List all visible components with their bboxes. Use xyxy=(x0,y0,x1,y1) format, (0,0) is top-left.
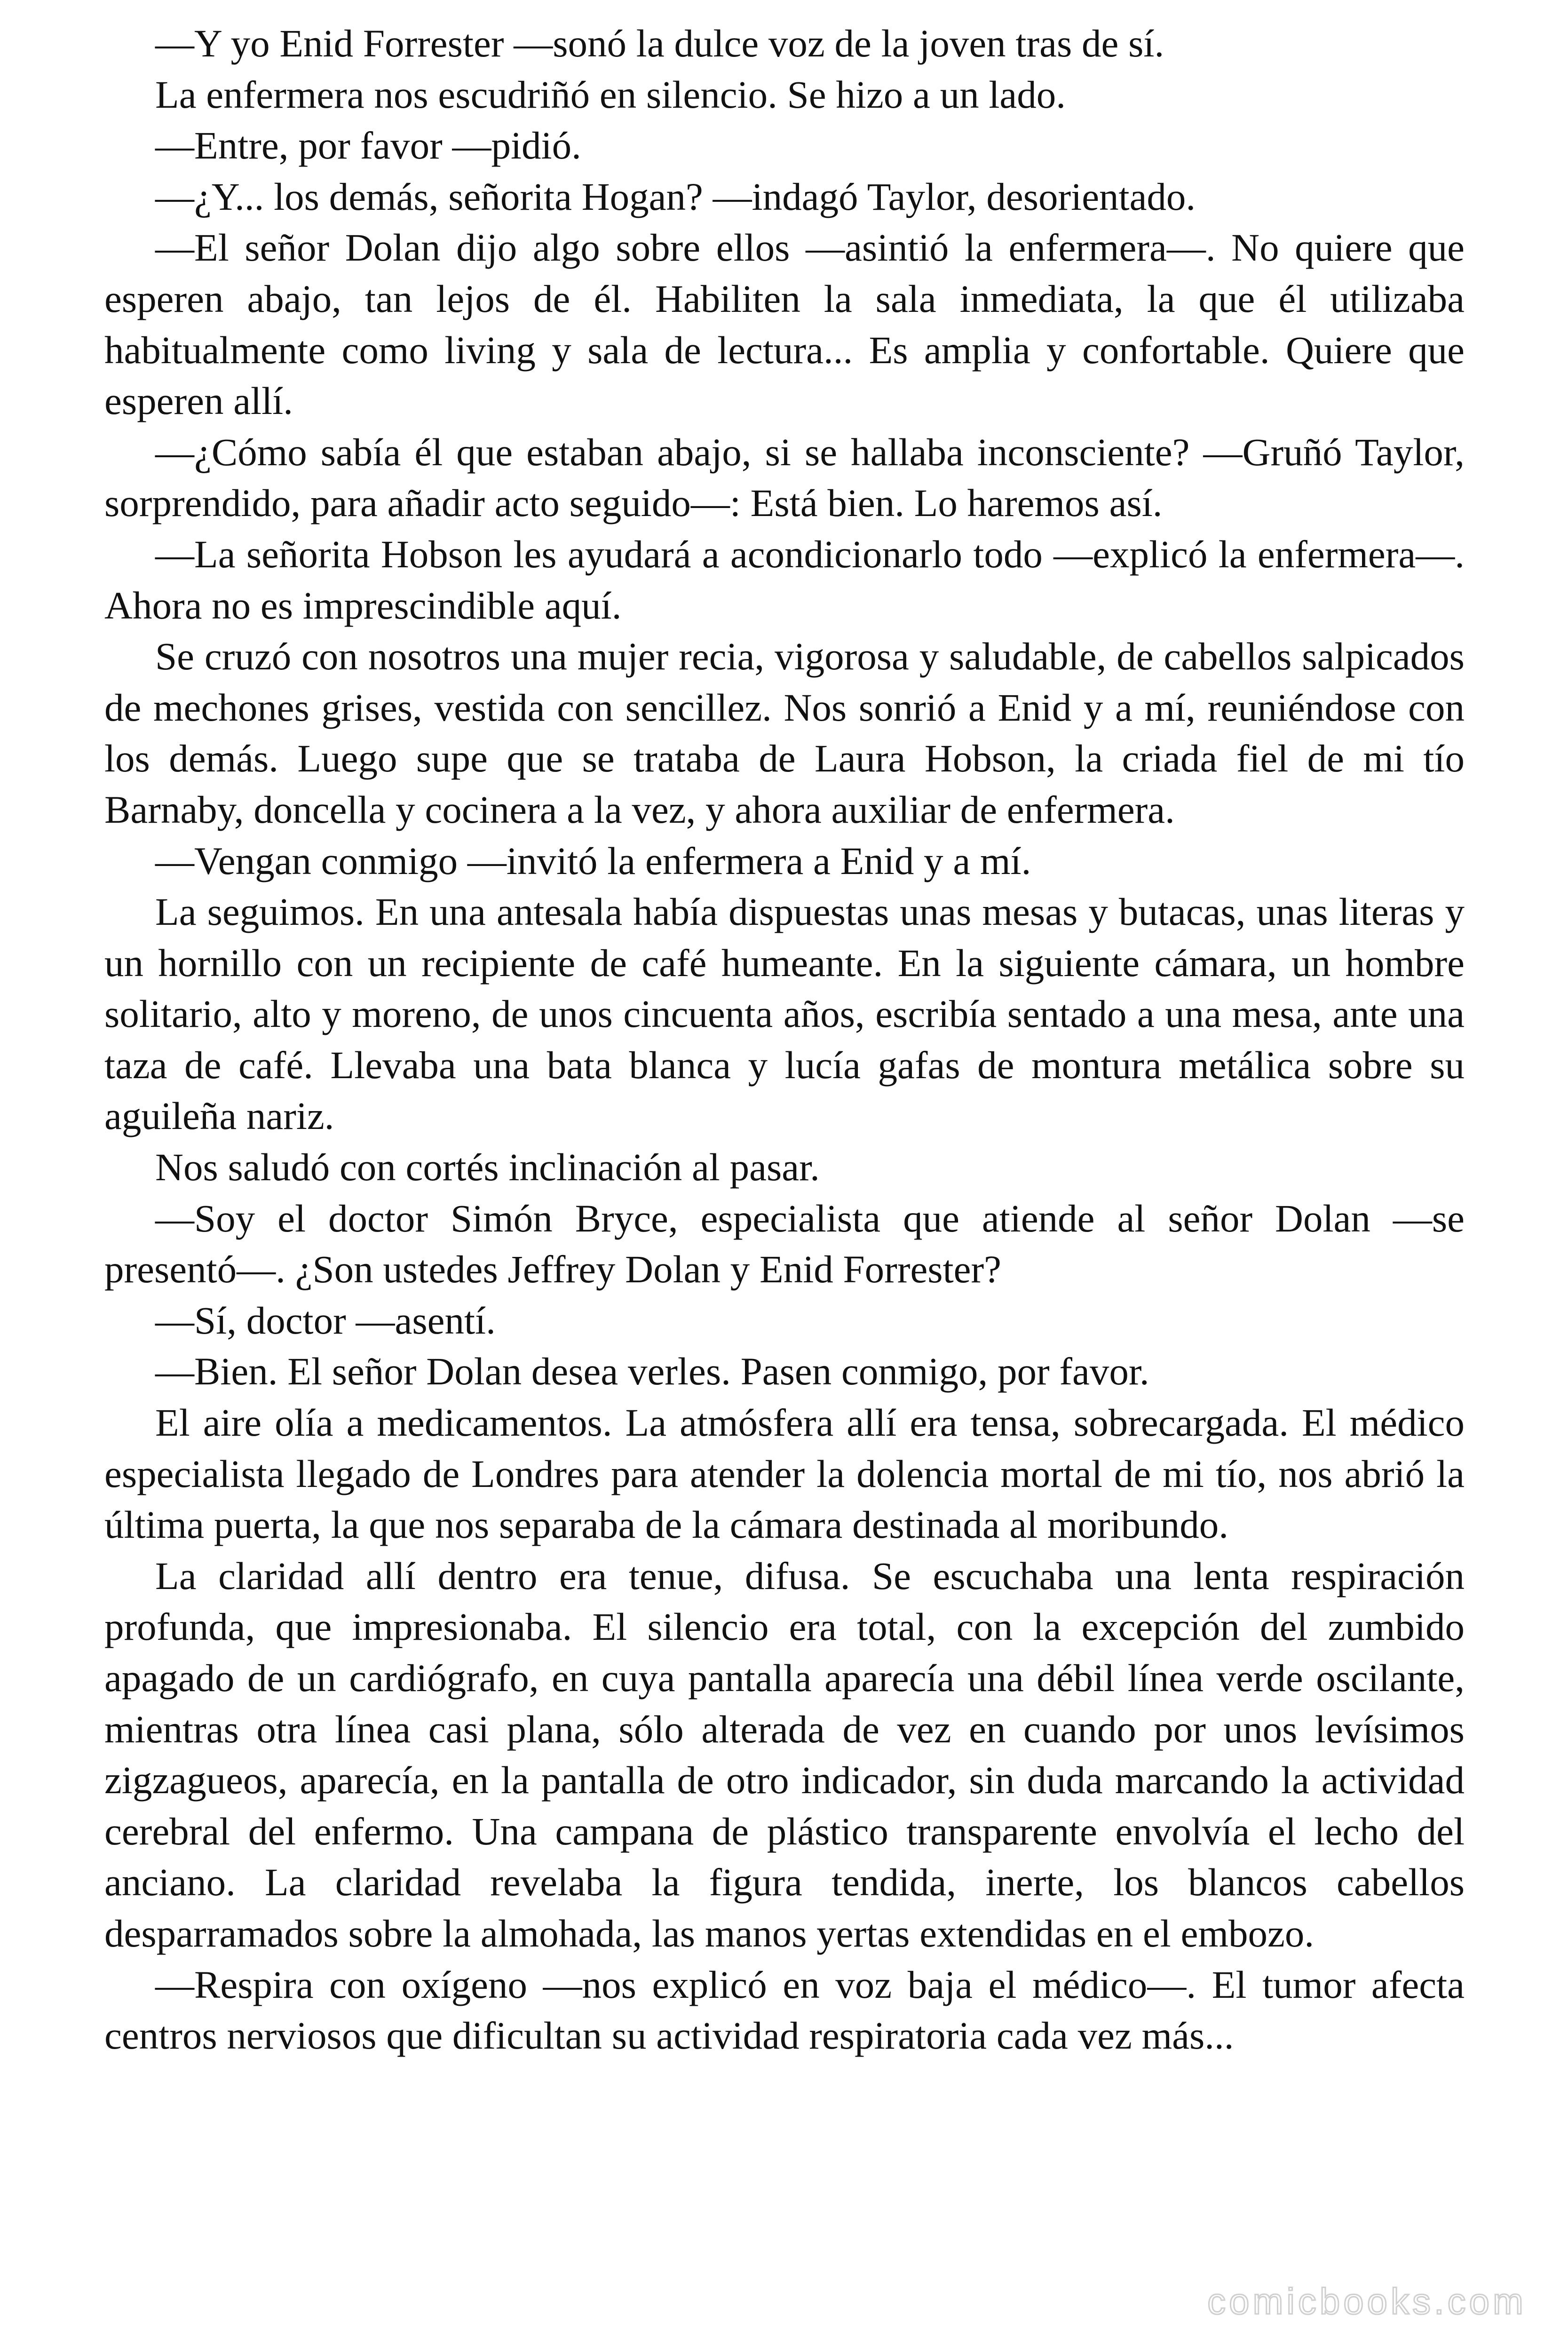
paragraph: —Entre, por favor —pidió. xyxy=(155,124,581,167)
paragraph: —Vengan conmigo —invitó la enfermera a Enid y a mí. xyxy=(155,839,1031,882)
paragraph: La seguimos. En una antesala había dispuestas unas mesas y butacas, unas literas y un hornillo con un recipiente de café humeante. En la siguiente cámara, un hombre solitario, alto y moreno, de unos cincuenta años, escribía sentado a una mesa, ante una taza de café. Llevaba una bata blanca y lucía gafas de montura metálica sobre su aguileña nariz. xyxy=(104,890,1465,1138)
paragraph: Nos saludó con cortés inclinación al pasar. xyxy=(155,1145,820,1189)
paragraph: —Y yo Enid Forrester —sonó la dulce voz de la joven tras de sí. xyxy=(155,22,1164,65)
paragraph: —Respira con oxígeno —nos explicó en voz baja el médico—. El tumor afecta centros nerviosos que dificultan su actividad respiratoria cada vez más... xyxy=(104,1963,1465,2058)
paragraph: La enfermera nos escudriñó en silencio. Se hizo a un lado. xyxy=(155,72,1066,116)
paragraph: Se cruzó con nosotros una mujer recia, vigorosa y saludable, de cabellos salpicados de mechones grises, vestida con sencillez. Nos sonrió a Enid y a mí, reuniéndose con los demás. Luego supe que se trataba de Laura Hobson, la criada fiel de mi tío Barnaby, doncella y cocinera a la vez, y ahora auxiliar de enfermera. xyxy=(104,635,1465,831)
paragraph: La claridad allí dentro era tenue, difusa. Se escuchaba una lenta respiración profunda, que impresionaba. El silencio era total, con la excepción del zumbido apagado de un cardiógrafo, en cuya pantalla aparecía una débil línea verde oscilante, mientras otra línea casi plana, sólo alterada de vez en cuando por unos levísimos zigzagueos, aparecía, en la pantalla de otro indicador, sin duda marcando la actividad cerebral del enfermo. Una campana de plástico transparente envolvía el lecho del anciano. La claridad revelaba la figura tendida, inerte, los blancos cabellos desparramados sobre la almohada, las manos yertas extendidas en el embozo. xyxy=(104,1554,1465,1955)
paragraph: El aire olía a medicamentos. La atmósfera allí era tensa, sobrecargada. El médico especialista llegado de Londres para atender la dolencia mortal de mi tío, nos abrió la última puerta, la que nos separaba de la cámara destinada al moribundo. xyxy=(104,1401,1465,1547)
watermark: comicbooks.com xyxy=(1207,2280,1527,2322)
paragraph: —La señorita Hobson les ayudará a acondicionarlo todo —explicó la enfermera—. Ahora no es imprescindible aquí. xyxy=(104,532,1465,627)
paragraph: —Sí, doctor —asentí. xyxy=(155,1298,496,1342)
page-body xyxy=(104,18,1465,2061)
paragraph: —Bien. El señor Dolan desea verles. Pasen conmigo, por favor. xyxy=(155,1350,1149,1393)
paragraph: —¿Cómo sabía él que estaban abajo, si se hallaba inconsciente? —Gruñó Taylor, sorprendido, para añadir acto seguido—: Está bien. Lo haremos así. xyxy=(104,430,1465,525)
paragraph: —Soy el doctor Simón Bryce, especialista que atiende al señor Dolan —se presentó—. ¿Son ustedes Jeffrey Dolan y Enid Forrester? xyxy=(104,1196,1465,1291)
paragraph: —¿Y... los demás, señorita Hogan? —indagó Taylor, desorientado. xyxy=(155,175,1196,218)
paragraph: —El señor Dolan dijo algo sobre ellos —asintió la enfermera—. No quiere que esperen abajo, tan lejos de él. Habiliten la sala inmediata, la que él utilizaba habitualmente como living y sala de lectura... Es amplia y confortable. Quiere que esperen allí. xyxy=(104,226,1465,423)
